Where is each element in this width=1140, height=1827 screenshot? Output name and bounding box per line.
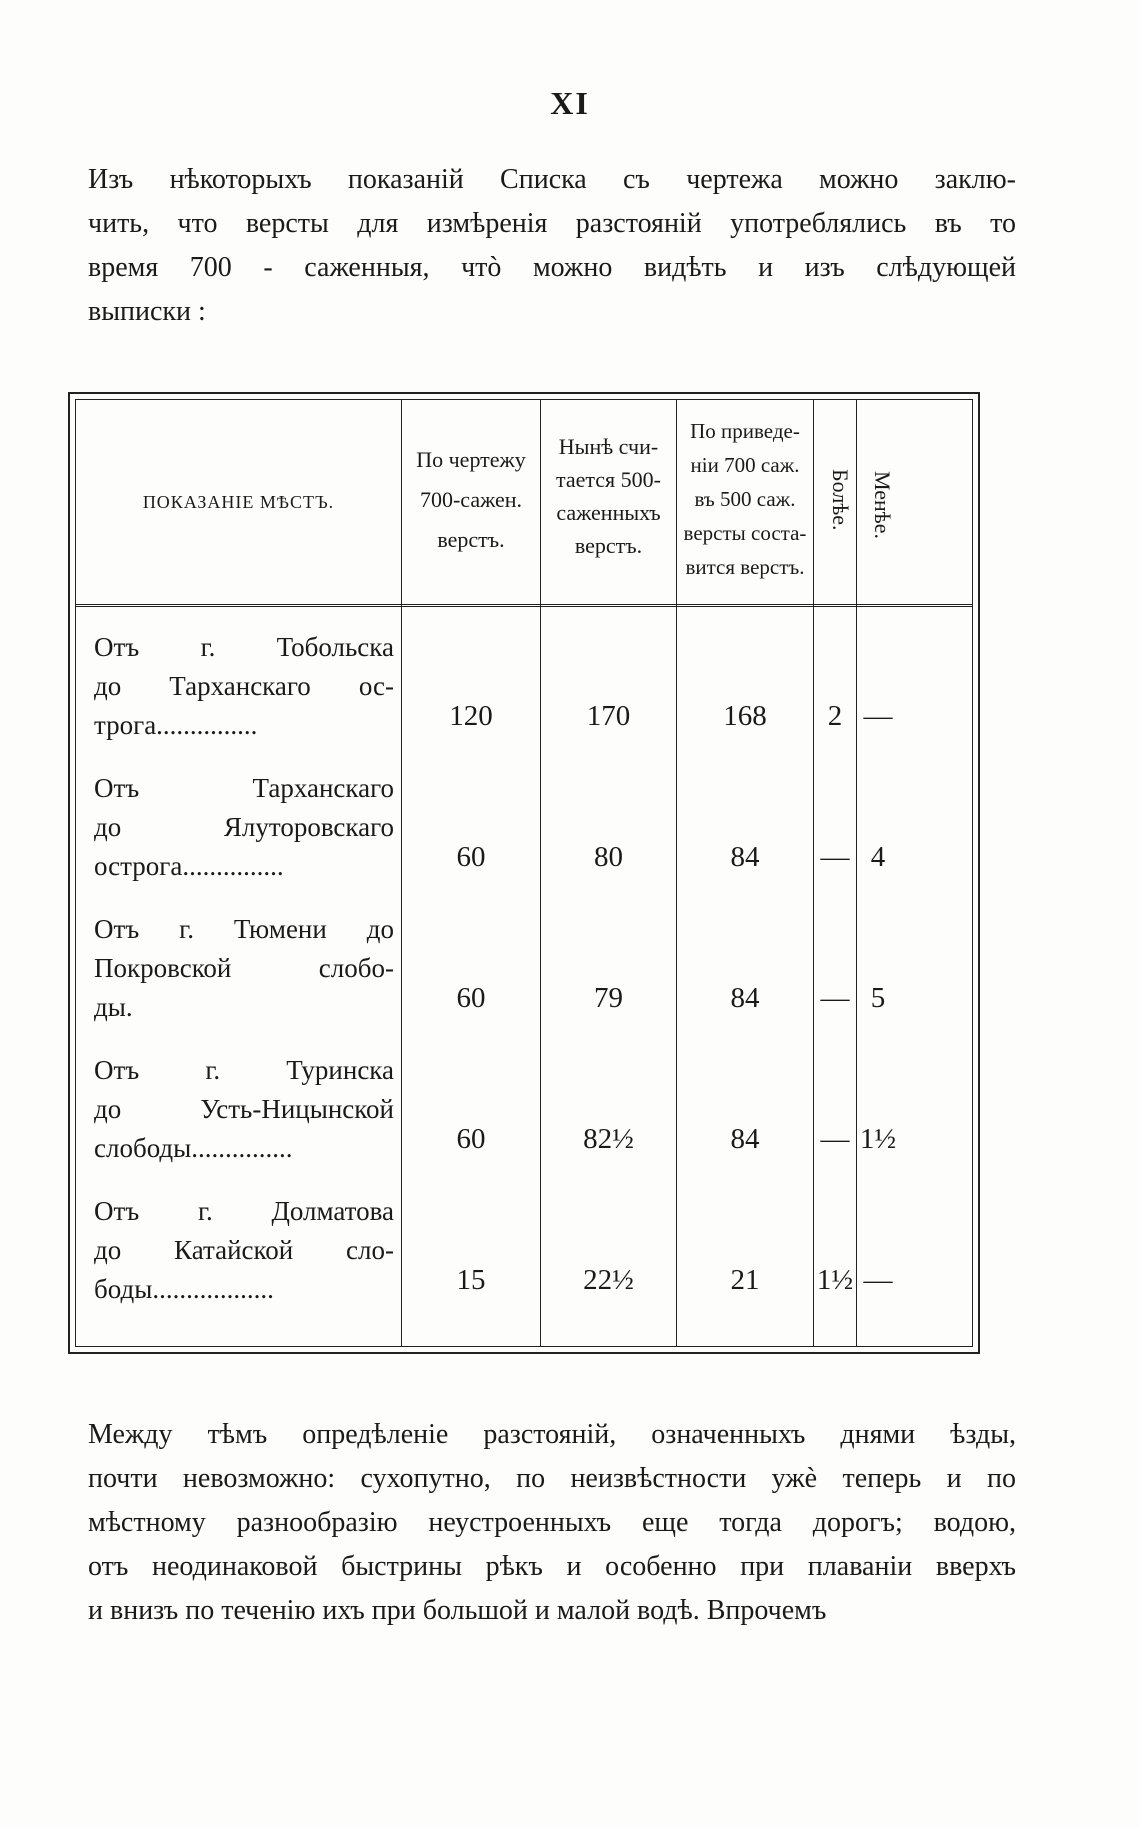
cell-chertezh: 60 [456,1123,486,1155]
header-line: вится верстъ. [685,555,805,579]
place-line: трога............... [94,710,258,740]
cell-nyne: 170 [586,700,631,732]
cell-nyne: 82½ [583,1123,634,1155]
cell-menee: 1½ [859,1123,897,1155]
cell-privedenii: 168 [723,700,767,732]
cell-nyne: 22½ [583,1264,634,1296]
text-line: чить, что версты для измѣренія разстояній употреблялись въ то [88,208,1016,239]
header-divider [76,604,972,607]
header-line: верстъ. [437,527,505,552]
header-nyne [541,430,676,562]
cell-privedenii: 84 [730,841,760,873]
text-line: мѣстному разнообразію неустроенныхъ еще тогда дорогъ; водою, [88,1507,1016,1538]
header-line: саженныхъ [556,500,661,525]
cell-nyne: 80 [594,841,623,873]
cell-bolee: — [820,1123,850,1155]
header-place: ПОКАЗАНІЕ МѢСТЪ. [142,492,335,512]
place-line: до Катайской сло- [94,1235,394,1265]
header-line: тается 500- [555,467,661,492]
cell-bolee: — [820,841,850,873]
cell-menee: — [863,700,893,732]
place-line: до Тарханскаго ос- [94,671,394,701]
place-line: ды. [94,992,133,1022]
cell-bolee: 2 [827,700,843,732]
cell-menee: 4 [870,841,886,873]
cell-menee: 5 [870,982,886,1014]
cell-chertezh: 60 [456,982,486,1014]
cell-menee: — [863,1264,893,1296]
text-line: Между тѣмъ опредѣленіе разстояній, означенныхъ днями ѣзды, [88,1419,1016,1450]
place-line: Отъ Тарханскаго [94,773,394,803]
table-frame [75,399,973,1347]
row-place [94,1051,394,1168]
cell-bolee: 1½ [816,1264,854,1296]
place-line: до Ялуторовскаго [94,812,394,842]
row-place [94,910,394,1027]
cell-privedenii: 84 [730,1123,760,1155]
header-privedenii [677,414,813,584]
header-bolee: Болѣе. [828,469,853,531]
outro-paragraph [88,1413,1016,1633]
place-line: Покровской слобо- [94,953,394,983]
row-place [94,769,394,886]
text-line: отъ неодинаковой быстрины рѣкъ и особенно при плаваніи вверхъ [88,1551,1016,1582]
text-line: выписки : [88,296,206,327]
row-place [94,1192,394,1309]
text-line: Изъ нѣкоторыхъ показаній Списка съ чертежа можно заклю- [88,164,1016,195]
cell-privedenii: 21 [730,1264,760,1296]
distance-table [68,392,980,1354]
place-line: боды.................. [94,1274,274,1304]
cell-chertezh: 120 [449,700,493,732]
header-line: Нынѣ счи- [558,434,659,459]
place-line: Отъ г. Долматова [94,1196,394,1226]
cell-chertezh: 15 [456,1264,486,1296]
cell-bolee: — [820,982,850,1014]
header-line: 700-сажен. [419,487,523,512]
header-line: ніи 700 саж. [690,453,800,477]
cell-privedenii: 84 [730,982,760,1014]
header-line: въ 500 саж. [694,487,796,511]
place-line: слободы............... [94,1133,293,1163]
cell-chertezh: 60 [456,841,486,873]
place-line: острога............... [94,851,284,881]
text-line: и внизъ по теченію ихъ при большой и малой водѣ. Впрочемъ [88,1595,827,1626]
place-line: Отъ г. Туринска [94,1055,394,1085]
place-line: до Усть-Ницынской [94,1094,394,1124]
text-line: почти невозможно: сухопутно, по неизвѣстности ужè теперь и по [88,1463,1016,1494]
intro-paragraph [88,158,1016,334]
text-line: время 700 - саженныя, чтò можно видѣть и изъ слѣдующей [88,252,1016,283]
header-chertezh [402,440,540,560]
header-line: По чертежу [416,447,526,472]
place-line: Отъ г. Тюмени до [94,914,394,944]
header-line: версты соста- [683,521,807,545]
cell-nyne: 79 [594,982,623,1014]
header-line: верстъ. [574,533,643,558]
page-number: XI [550,85,590,121]
header-menee: Менѣе. [870,470,895,540]
header-line: По приведе- [690,419,800,443]
place-line: Отъ г. Тобольска [94,632,394,662]
row-place [94,628,394,745]
